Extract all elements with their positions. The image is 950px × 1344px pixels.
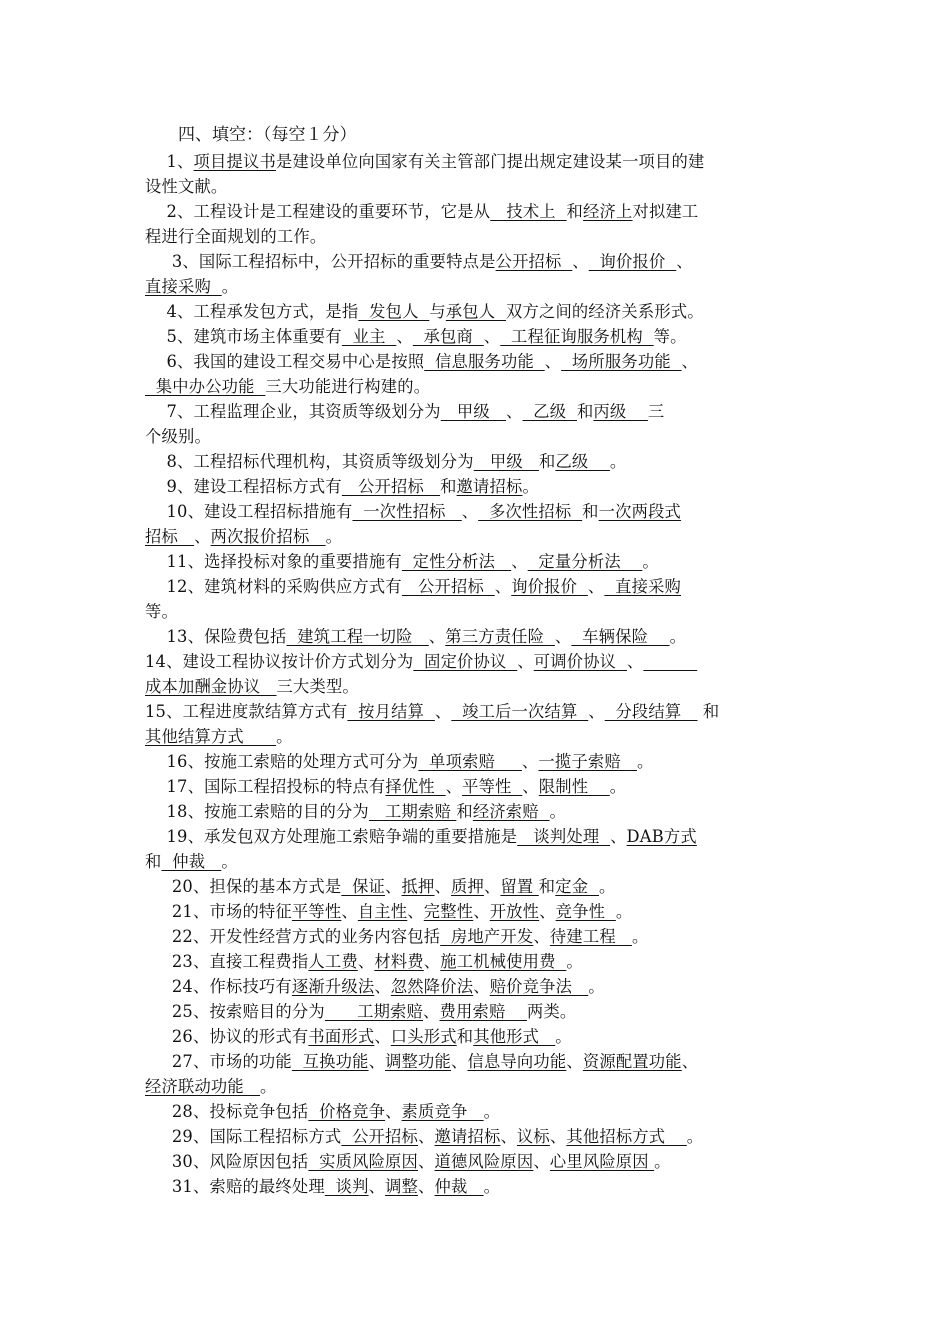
question-text: 和 (538, 877, 556, 896)
answer-blank: 调整 (385, 1177, 419, 1196)
answer-blank: 第三方责任险 (445, 627, 555, 646)
question-text: 、 (418, 1152, 435, 1171)
answer-blank (643, 652, 697, 671)
question-item (145, 450, 810, 475)
answer-blank: 公开招标 (495, 252, 573, 271)
question-text: 、 (418, 1127, 435, 1146)
answer-blank: 询价报价 (588, 252, 677, 271)
question-item (145, 1150, 810, 1175)
question-item (145, 750, 810, 775)
question-text: 。 (555, 1027, 572, 1046)
question-text: 、 (533, 927, 550, 946)
question-item (145, 875, 810, 900)
answer-blank: 单项索赔 (418, 752, 522, 771)
question-text: 、 (511, 552, 528, 571)
question-text: 、 (473, 977, 490, 996)
question-line (145, 1175, 810, 1200)
question-item (145, 1125, 810, 1150)
answer-blank: 场所服务功能 (561, 352, 682, 371)
answer-blank: 邀请招标 (456, 477, 523, 496)
question-text: 、 (374, 977, 391, 996)
question-text: 、 (588, 702, 605, 721)
answer-blank: 直接采购 (145, 276, 222, 296)
question-item (145, 300, 810, 325)
answer-blank: 留置 (500, 877, 539, 896)
question-text: 。 (566, 952, 583, 971)
question-text: 、 (505, 402, 523, 421)
question-text: 。 (609, 777, 627, 796)
answer-blank: 甲级 (473, 452, 539, 471)
question-text: 27、市场的功能 (145, 1052, 292, 1071)
answer-blank: 集中办公功能 (145, 376, 266, 396)
question-text: 和 (456, 1027, 474, 1046)
question-item (145, 200, 810, 250)
question-line (145, 850, 810, 875)
question-text: 、 (434, 877, 451, 896)
question-text: 。 (221, 276, 239, 296)
question-line (145, 1050, 810, 1075)
question-text: 、 (626, 652, 644, 671)
section-heading: 四、填空：（每空１分） (178, 125, 357, 145)
question-text: 、 (517, 652, 534, 671)
answer-blank: 公开招标 (341, 477, 441, 496)
question-text: 三 (647, 402, 665, 421)
answer-blank: 材料费 (374, 952, 424, 971)
question-text: 和 (566, 202, 584, 221)
question-text: 。 (325, 526, 343, 546)
question-item (145, 575, 810, 625)
question-item (145, 1000, 810, 1025)
question-text: 、 (396, 327, 413, 346)
question-text: 、 (423, 1002, 440, 1021)
answer-blank: 抵押 (401, 877, 435, 896)
question-text: 26、协议的形式有 (145, 1027, 309, 1046)
answer-blank: 道德风险原因 (434, 1152, 534, 1171)
question-text: 7、工程监理企业，其资质等级划分为 (145, 402, 441, 421)
question-text: 和 (576, 402, 594, 421)
answer-blank: 承包人 (445, 302, 506, 321)
question-text: 11、选择投标对象的重要措施有 (145, 552, 402, 571)
answer-blank: DAB方式 (626, 827, 697, 846)
question-text: 、 (473, 902, 490, 921)
answer-blank: 承包商 (412, 327, 484, 346)
question-text: 、 (676, 252, 693, 271)
answer-blank: 乙级 (522, 402, 577, 421)
question-item (145, 1100, 810, 1125)
answer-blank: 分段结算 (604, 702, 698, 721)
question-line (145, 825, 810, 850)
question-text: 和 (582, 502, 599, 521)
question-text: 10、建设工程招标措施有 (145, 502, 353, 521)
question-item (145, 1175, 810, 1200)
question-text: 、 (681, 1052, 699, 1071)
question-line (145, 675, 810, 700)
answer-blank: 多次性招标 (478, 502, 583, 521)
answer-blank: 工期索赔 (324, 1002, 424, 1021)
question-text: 17、国际工程招投标的特点有 (145, 777, 386, 796)
question-text: 、 (428, 627, 446, 646)
question-text: 和 (456, 802, 473, 821)
answer-blank: 平等性 (291, 902, 342, 921)
question-line (145, 425, 810, 450)
question-text: 、 (533, 1152, 550, 1171)
answer-blank: 技术上 (490, 202, 567, 221)
question-text: 、 (494, 577, 512, 596)
answer-blank: 定金 (555, 877, 599, 896)
question-text: 。 (615, 902, 633, 921)
answer-blank: 工程征询服务机构 (500, 327, 654, 346)
question-line (145, 900, 810, 925)
question-line (145, 300, 810, 325)
question-text: 13、保险费包括 (145, 627, 287, 646)
answer-blank: 建筑工程一切险 (286, 627, 429, 646)
question-text: 、 (522, 777, 539, 796)
question-line (145, 925, 810, 950)
question-text: 、 (544, 352, 562, 371)
question-item (145, 350, 810, 400)
question-text: 、 (681, 352, 699, 371)
question-text: 、 (549, 1127, 567, 1146)
question-item (145, 700, 810, 750)
question-text: 和 (697, 702, 720, 721)
question-text: 14、建设工程协议按计价方式划分为 (145, 652, 414, 671)
question-text: 、 (572, 252, 589, 271)
question-text: 、 (461, 502, 479, 521)
question-text: 。 (588, 977, 605, 996)
question-text: 和 (145, 851, 162, 871)
answer-blank: 询价报价 (511, 577, 588, 596)
question-line (145, 375, 810, 400)
question-text: 、 (341, 902, 358, 921)
question-line (145, 275, 810, 300)
question-item (145, 325, 810, 350)
answer-blank: 信息服务功能 (424, 352, 545, 371)
answer-blank: 定性分析法 (401, 552, 512, 571)
answer-blank: 成本加酬金协议 (145, 676, 277, 696)
question-line (145, 875, 810, 900)
question-text: 19、承发包双方处理施工索赔争端的重要措施是 (145, 827, 518, 846)
question-text: 、 (368, 1052, 386, 1071)
question-text: 两类。 (526, 1002, 577, 1021)
question-line (145, 650, 810, 675)
answer-blank: 按月结算 (347, 702, 435, 721)
question-text: 、 (610, 827, 627, 846)
answer-blank: 施工机械使用费 (440, 952, 567, 971)
question-line (145, 950, 810, 975)
answer-blank: 工期索赔 (368, 802, 457, 821)
answer-blank: 仲裁 (434, 1177, 484, 1196)
answer-blank: 两次报价招标 (210, 526, 326, 546)
question-line (145, 350, 810, 375)
question-text: 6、我国的建设工程交易中心是按照 (145, 352, 425, 371)
question-text: 、 (194, 526, 211, 546)
question-line (145, 625, 810, 650)
question-item (145, 825, 810, 875)
question-text: 24、作标技巧有 (145, 977, 292, 996)
question-text: 28、投标竞争包括 (145, 1102, 309, 1121)
question-item (145, 400, 810, 450)
question-item (145, 1025, 810, 1050)
question-text: 20、担保的基本方式是 (145, 877, 342, 896)
question-text: 。 (260, 1076, 277, 1096)
answer-blank: 竞争性 (555, 902, 616, 921)
question-text: 30、风险原因包括 (145, 1152, 309, 1171)
question-text: 1、 (145, 152, 194, 171)
answer-blank: 价格竞争 (308, 1102, 386, 1121)
answer-blank: 心里风险原因 (549, 1152, 655, 1171)
answer-blank: 限制性 (538, 777, 610, 796)
question-line (145, 175, 810, 200)
answer-blank: 其他结算方式 (145, 726, 277, 746)
question-line (145, 450, 810, 475)
answer-blank: 车辆保险 (571, 627, 670, 646)
question-item (145, 475, 810, 500)
question-line (145, 200, 810, 225)
answer-blank: 实质风险原因 (308, 1152, 419, 1171)
question-text: 。 (483, 1102, 501, 1121)
question-text: 双方之间的经济关系形式。 (506, 302, 704, 321)
answer-blank: 开放性 (489, 902, 540, 921)
question-text: 、 (539, 902, 556, 921)
answer-blank: 邀请招标 (434, 1127, 501, 1146)
question-text: 、 (385, 1102, 402, 1121)
question-text: 、 (418, 1177, 435, 1196)
question-line (145, 1150, 810, 1175)
question-line (145, 800, 810, 825)
question-text: 、 (368, 1177, 386, 1196)
answer-blank: 业主 (341, 327, 397, 346)
question-line (145, 400, 810, 425)
question-line (145, 1125, 810, 1150)
question-item (145, 550, 810, 575)
answer-blank: 丙级 (593, 402, 648, 421)
question-line (145, 475, 810, 500)
answer-blank: 赔价竞争法 (489, 977, 589, 996)
question-line (145, 700, 810, 725)
answer-blank: 一次两段式 (598, 502, 682, 521)
question-text: 与 (429, 302, 446, 321)
answer-blank: 其他形式 (473, 1027, 556, 1046)
question-item (145, 650, 810, 700)
question-line (145, 1075, 810, 1100)
question-line (145, 775, 810, 800)
question-text: 三大类型。 (276, 676, 359, 696)
question-text: 5、建筑市场主体重要有 (145, 327, 342, 346)
question-text: 、 (483, 877, 501, 896)
answer-blank: 互换功能 (291, 1052, 369, 1071)
question-text: 4、工程承发包方式，是指 (145, 302, 359, 321)
question-text: 2、工程设计是工程建设的重要环节，它是从 (145, 202, 491, 221)
question-text: 等。 (653, 327, 687, 346)
question-text: 、 (521, 752, 539, 771)
question-text: 29、国际工程招标方式 (145, 1127, 342, 1146)
answer-blank: 议标 (516, 1127, 550, 1146)
question-line (145, 1000, 810, 1025)
question-text: 、 (587, 577, 605, 596)
question-text: 31、索赔的最终处理 (145, 1177, 325, 1196)
answer-blank: 直接采购 (604, 577, 682, 596)
question-text: 。 (642, 552, 659, 571)
question-item (145, 250, 810, 300)
answer-blank: 房地产开发 (440, 927, 534, 946)
answer-blank: 完整性 (423, 902, 474, 921)
answer-blank: 甲级 (440, 402, 506, 421)
question-text: 是建设单位向国家有关主管部门提出规定建设某一项目的建 (275, 152, 705, 171)
question-text: 、 (385, 877, 402, 896)
question-item (145, 925, 810, 950)
question-text: 、 (445, 777, 463, 796)
question-text: 9、建设工程招标方式有 (145, 477, 342, 496)
answer-blank: 保证 (341, 877, 386, 896)
question-text: 。 (483, 1177, 501, 1196)
answer-blank: 可调价协议 (533, 652, 627, 671)
answer-blank: 谈判 (324, 1177, 369, 1196)
question-line (145, 600, 810, 625)
question-text: 22、开发性经营方式的业务内容包括 (145, 927, 441, 946)
answer-blank: 费用索赔 (439, 1002, 527, 1021)
question-text: 、 (423, 952, 441, 971)
question-text: 3、国际工程招标中，公开招标的重要特点是 (145, 252, 496, 271)
answer-blank: 书面形式 (308, 1027, 375, 1046)
answer-blank: 信息导向功能 (467, 1052, 567, 1071)
question-text: 和 (440, 477, 457, 496)
answer-blank: 择优性 (385, 777, 446, 796)
question-text: 等。 (145, 601, 178, 621)
answer-blank: 人工费 (308, 952, 358, 971)
answer-blank: 公开招标 (401, 577, 495, 596)
question-text: 25、按索赔目的分为 (145, 1002, 325, 1021)
answer-blank: 仲裁 (161, 851, 222, 871)
question-line (145, 1025, 810, 1050)
answer-blank: 一次性招标 (352, 502, 462, 521)
question-text: 、 (451, 1052, 468, 1071)
question-text: 、 (374, 1027, 391, 1046)
answer-blank: 调整功能 (385, 1052, 451, 1071)
question-text: 。 (686, 1127, 704, 1146)
question-item (145, 950, 810, 975)
question-text: 。 (654, 1152, 671, 1171)
answer-blank: 资源配置功能 (582, 1052, 682, 1071)
question-line (145, 525, 810, 550)
question-text: 三大功能进行构建的。 (265, 376, 431, 396)
question-item (145, 800, 810, 825)
question-item (145, 775, 810, 800)
question-line (145, 575, 810, 600)
question-text: 。 (549, 802, 567, 821)
question-line (145, 325, 810, 350)
question-line (145, 750, 810, 775)
answer-blank: 招标 (145, 526, 195, 546)
answer-blank: 竣工后一次结算 (451, 702, 589, 721)
question-text: 18、按施工索赔的目的分为 (145, 802, 369, 821)
question-text: 16、按施工索赔的处理方式可分为 (145, 752, 419, 771)
question-text: 。 (522, 477, 539, 496)
question-text: 。 (221, 851, 238, 871)
answer-blank: 口头形式 (390, 1027, 457, 1046)
question-text: 。 (669, 627, 687, 646)
question-text: 。 (598, 877, 616, 896)
answer-blank: 经济索赔 (472, 802, 550, 821)
answer-blank: 公开招标 (341, 1127, 419, 1146)
answer-blank: 质押 (450, 877, 484, 896)
question-text: 23、直接工程费指 (145, 952, 309, 971)
question-line (145, 550, 810, 575)
question-text: 、 (357, 952, 375, 971)
answer-blank: 经济联动功能 (145, 1076, 261, 1096)
question-item (145, 150, 810, 200)
question-text: 、 (407, 902, 424, 921)
answer-blank: 项目提议书 (193, 152, 276, 171)
answer-blank: 固定价协议 (413, 652, 518, 671)
question-line (145, 725, 810, 750)
question-text: 。 (631, 927, 649, 946)
question-text: 8、工程招标代理机构，其资质等级划分为 (145, 452, 474, 471)
question-item (145, 500, 810, 550)
question-text: 个级别。 (145, 426, 211, 446)
answer-blank: 待建工程 (549, 927, 632, 946)
question-item (145, 1050, 810, 1100)
question-text: 12、建筑材料的采购供应方式有 (145, 577, 402, 596)
answer-blank: 忽然降价法 (390, 977, 474, 996)
question-item (145, 900, 810, 925)
question-text: 21、市场的特征 (145, 902, 292, 921)
answer-blank: 自主性 (357, 902, 408, 921)
question-text: 、 (434, 702, 452, 721)
question-text: 。 (609, 452, 627, 471)
question-line (145, 225, 810, 250)
question-text: 对拟建工 (632, 202, 699, 221)
question-text: 、 (566, 1052, 583, 1071)
question-text: 程进行全面规划的工作。 (145, 226, 327, 246)
question-line (145, 500, 810, 525)
answer-blank: 其他招标方式 (566, 1127, 687, 1146)
answer-blank: 平等性 (462, 777, 523, 796)
answer-blank: 经济上 (583, 202, 633, 221)
question-text: 。 (276, 726, 293, 746)
answer-blank: 一揽子索赔 (538, 752, 637, 771)
question-item (145, 975, 810, 1000)
question-line (145, 1100, 810, 1125)
question-text: 设性文献。 (145, 176, 228, 196)
answer-blank: 逐渐升级法 (291, 977, 375, 996)
question-text: 、 (483, 327, 501, 346)
answer-blank: 素质竞争 (401, 1102, 484, 1121)
question-item (145, 625, 810, 650)
answer-blank: 发包人 (358, 302, 430, 321)
question-text: 、 (554, 627, 572, 646)
question-line (145, 250, 810, 275)
answer-blank: 定量分析法 (527, 552, 643, 571)
question-text: 。 (636, 752, 654, 771)
question-text: 和 (538, 452, 556, 471)
answer-blank: 谈判处理 (517, 827, 611, 846)
question-text: 15、工程进度款结算方式有 (145, 702, 348, 721)
question-line (145, 150, 810, 175)
question-line (145, 975, 810, 1000)
question-text: 、 (500, 1127, 517, 1146)
answer-blank: 乙级 (555, 452, 610, 471)
